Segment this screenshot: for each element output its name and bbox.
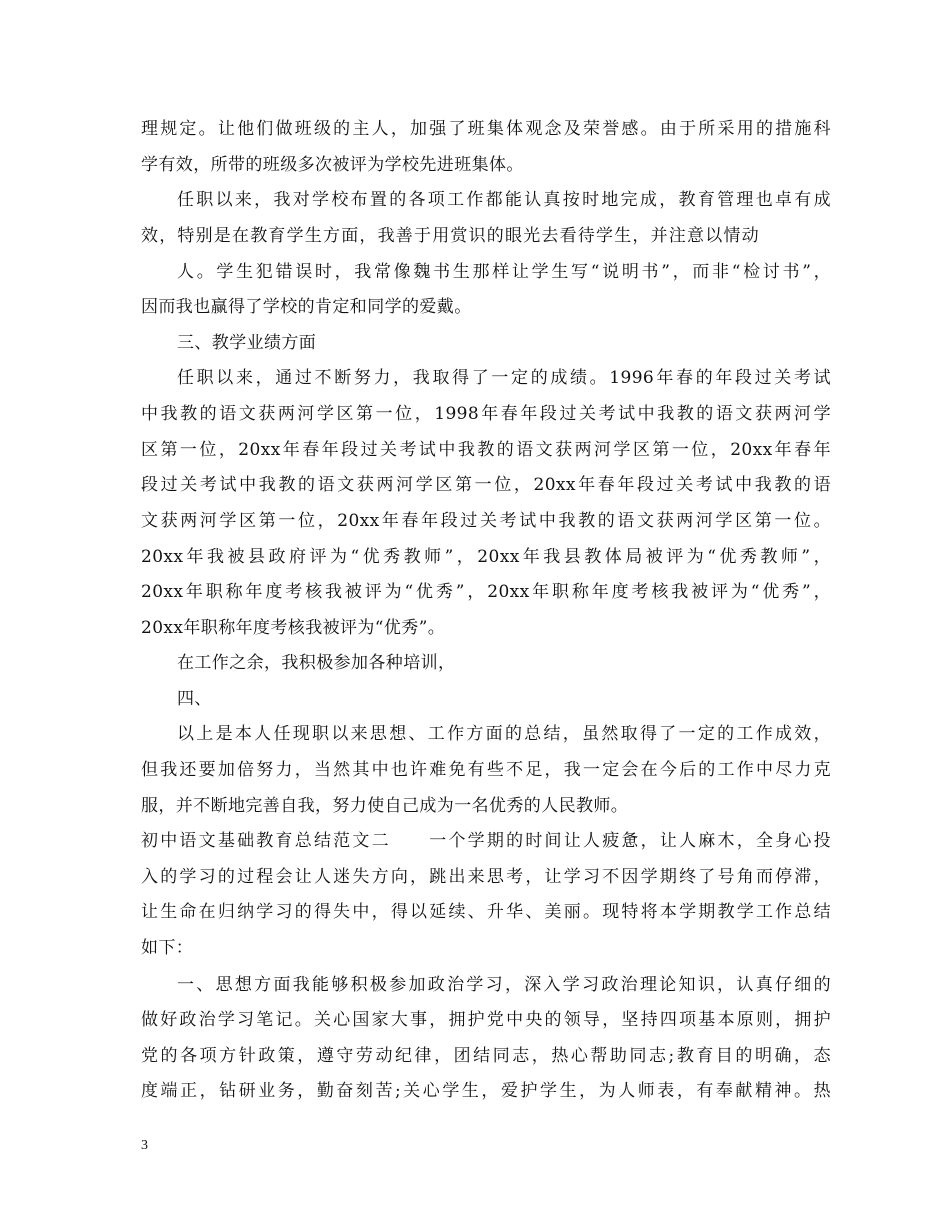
text-line: 服，并不断地完善自我，努力使自己成为一名优秀的人民教师。 [141,796,629,816]
text-line: 党的各项方针政策，遵守劳动纪律，团结同志，热心帮助同志;教育目的明确，态 [141,1046,831,1066]
text-line: 一、思想方面我能够积极参加政治学习，深入学习政治理论知识，认真仔细的 [177,975,831,995]
text-line: 学有效，所带的班级多次被评为学校先进班集体。 [141,155,524,175]
text-line: 中我教的语文获两河学区第一位，1998年春年段过关考试中我教的语文获两河学 [141,404,831,424]
text-line: 20xx年职称年度考核我被评为“优秀”，20xx年职称年度考核我被评为“优秀”， [141,582,831,602]
text-line: 如下： [141,938,194,958]
text-line: 以上是本人任现职以来思想、工作方面的总结，虽然取得了一定的工作成效， [177,724,831,744]
text-line: 但我还要加倍努力，当然其中也许难免有些不足，我一定会在今后的工作中尽力克 [141,760,831,780]
page-number: 3 [141,1138,148,1153]
text-line: 让生命在归纳学习的得失中，得以延续、升华、美丽。现特将本学期教学工作总结 [141,902,831,922]
text-line: 段过关考试中我教的语文获两河学区第一位，20xx年春年段过关考试中我教的语 [141,475,831,495]
text-line: 理规定。让他们做班级的主人，加强了班集体观念及荣誉感。由于所采用的措施科 [141,119,831,139]
text-line: 任职以来，通过不断努力，我取得了一定的成绩。1996年春的年段过关考试 [177,368,831,388]
text-line: 做好政治学习笔记。关心国家大事，拥护党中央的领导，坚持四项基本原则，拥护 [141,1010,831,1030]
text-line: 人。学生犯错误时，我常像魏书生那样让学生写“说明书”，而非“检讨书”， [177,262,831,282]
text-line: 在工作之余，我积极参加各种培训， [177,653,456,673]
text-line: 初中语文基础教育总结范文二 一个学期的时间让人疲惫，让人麻木，全身心投 [141,831,831,851]
text-line: 度端正，钻研业务，勤奋刻苦;关心学生，爱护学生，为人师表，有奉献精神。热 [141,1081,831,1101]
text-line: 效，特别是在教育学生方面，我善于用赏识的眼光去看待学生，并注意以情动 [141,226,759,246]
text-line: 20xx年我被县政府评为“优秀教师”，20xx年我县教体局被评为“优秀教师”， [141,547,831,567]
text-line: 文获两河学区第一位，20xx年春年段过关考试中我教的语文获两河学区第一位。 [141,511,831,531]
section-heading: 四、 [177,689,212,709]
text-line: 因而我也赢得了学校的肯定和同学的爱戴。 [141,297,472,317]
text-line: 区第一位，20xx年春年段过关考试中我教的语文获两河学区第一位，20xx年春年 [141,440,831,460]
text-line: 入的学习的过程会让人迷失方向，跳出来思考，让学习不因学期终了号角而停滞， [141,867,831,887]
section-heading: 三、教学业绩方面 [177,333,317,353]
text-line: 任职以来，我对学校布置的各项工作都能认真按时地完成，教育管理也卓有成 [177,190,831,210]
text-line: 20xx年职称年度考核我被评为“优秀”。 [141,618,446,638]
